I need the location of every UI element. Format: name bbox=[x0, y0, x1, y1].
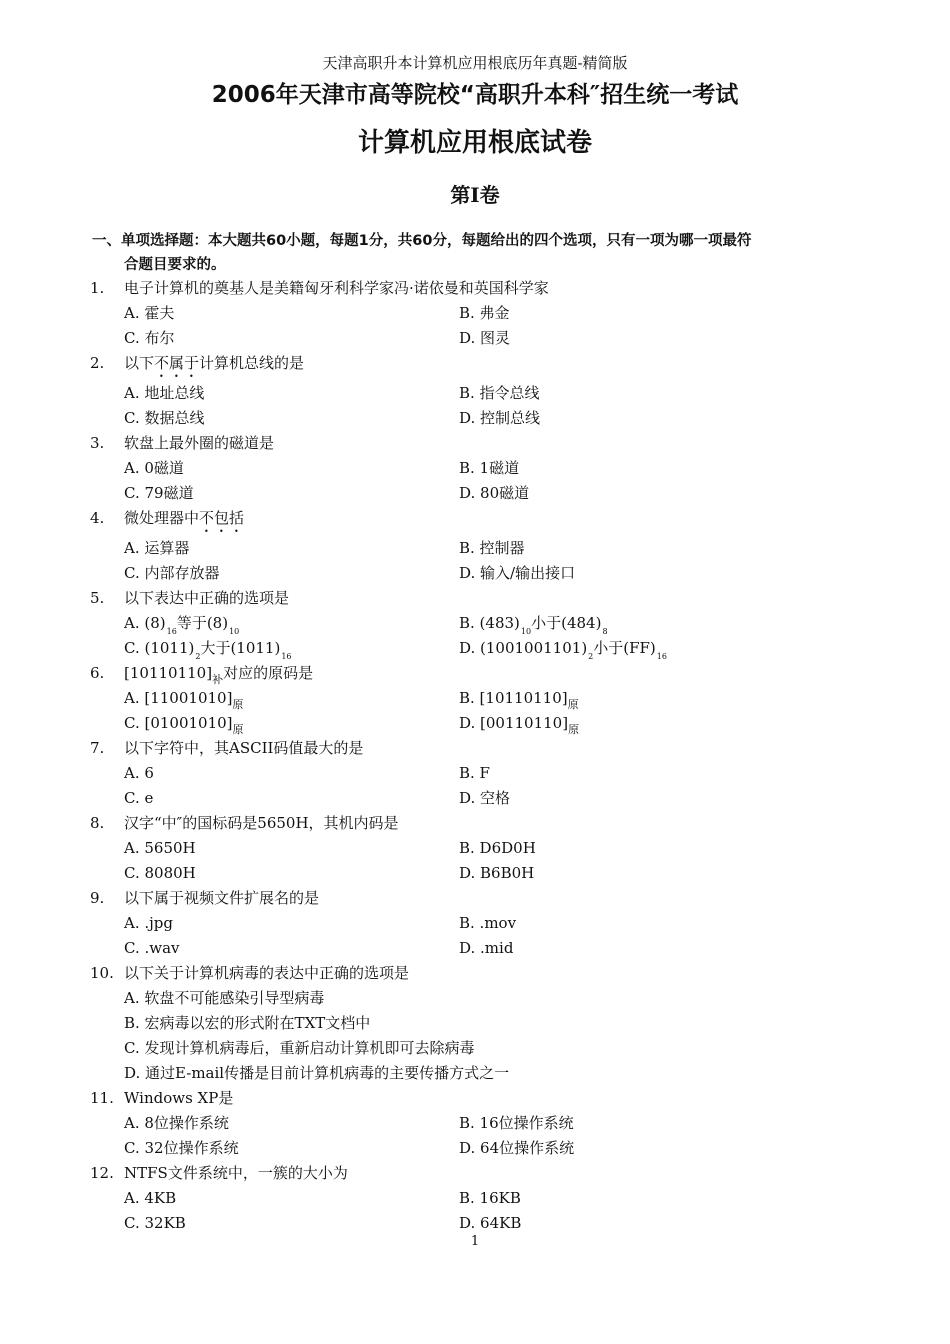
question-text: 以下字符中，其ASCII码值最大的是 bbox=[124, 739, 364, 757]
option-a: A. 5650H bbox=[124, 839, 196, 857]
question-stem bbox=[0, 1086, 950, 1111]
question-text: 以下表达中正确的选项是 bbox=[124, 589, 290, 607]
question-number: 8. bbox=[90, 814, 105, 832]
option-row bbox=[0, 381, 950, 406]
question-number: 11. bbox=[90, 1089, 114, 1107]
option-a: A. 运算器 bbox=[124, 539, 190, 557]
option-b: B. F bbox=[459, 764, 490, 782]
option-row bbox=[0, 686, 950, 711]
option-a: A. 地址总线 bbox=[124, 384, 205, 402]
question-text: 以下属于视频文件扩展名的是 bbox=[124, 889, 320, 907]
option-b: B. 1磁道 bbox=[459, 459, 520, 477]
option-a: A. 6 bbox=[124, 764, 154, 782]
stem-pre: 以下 bbox=[124, 354, 155, 372]
option-row bbox=[0, 911, 950, 936]
stem-emphasis: 不属于 bbox=[154, 354, 200, 372]
question-text: 电子计算机的奠基人是美籍匈牙利科学家冯·诺依曼和英国科学家 bbox=[124, 279, 549, 297]
option-d: D. .mid bbox=[459, 939, 514, 957]
page-header: 天津高职升本计算机应用根底历年真题-精简版 bbox=[322, 54, 628, 72]
option-c: C. $[01001010]_原$ bbox=[124, 714, 244, 736]
question-list bbox=[0, 276, 950, 1236]
stem-post: 计算机总线的是 bbox=[199, 354, 305, 372]
option-b: B. 宏病毒以宏的形式附在TXT文档中 bbox=[124, 1014, 371, 1032]
option-row bbox=[0, 1136, 950, 1161]
option-row bbox=[0, 1036, 950, 1061]
question-stem bbox=[0, 351, 950, 376]
question-number: 1. bbox=[90, 279, 105, 297]
option-d: D. 控制总线 bbox=[459, 409, 541, 427]
option-b: B. 16KB bbox=[459, 1189, 521, 1207]
question-stem bbox=[0, 431, 950, 456]
option-b: B. 指令总线 bbox=[459, 384, 540, 402]
question-text bbox=[124, 506, 244, 536]
question-text: 汉字“中″的国标码是5650H，其机内码是 bbox=[124, 814, 399, 832]
option-c: C. 8080H bbox=[124, 864, 196, 882]
option-row bbox=[0, 711, 950, 736]
instruction-line-2: 合题目要求的。 bbox=[124, 257, 226, 273]
option-a: A. .jpg bbox=[124, 914, 173, 932]
option-row bbox=[0, 786, 950, 811]
question-text bbox=[124, 351, 304, 381]
option-c: C. 数据总线 bbox=[124, 409, 205, 427]
question-number: 3. bbox=[90, 434, 105, 452]
question-text: 以下关于计算机病毒的表达中正确的选项是 bbox=[124, 964, 410, 982]
question-stem bbox=[0, 1161, 950, 1186]
question-stem bbox=[0, 661, 950, 686]
paper-title: 计算机应用根底试卷 bbox=[357, 128, 592, 158]
option-d: D. 输入/输出接口 bbox=[459, 564, 576, 582]
option-row bbox=[0, 861, 950, 886]
option-c: C. 79磁道 bbox=[124, 484, 194, 502]
stem-pre: 微处理器中 bbox=[124, 509, 200, 527]
option-row bbox=[0, 536, 950, 561]
option-d: D. 图灵 bbox=[459, 329, 511, 347]
option-row bbox=[0, 1211, 950, 1236]
option-row bbox=[0, 1061, 950, 1086]
question-number: 7. bbox=[90, 739, 105, 757]
question-stem bbox=[0, 886, 950, 911]
volume-title: 第I卷 bbox=[450, 183, 500, 207]
option-c: C. e bbox=[124, 789, 154, 807]
option-b: B. D6D0H bbox=[459, 839, 536, 857]
option-row bbox=[0, 611, 950, 636]
option-a: A. $[11001010]_原$ bbox=[124, 689, 244, 711]
option-a: A. 软盘不可能感染引导型病毒 bbox=[124, 989, 325, 1007]
option-row bbox=[0, 561, 950, 586]
option-row bbox=[0, 456, 950, 481]
option-b: B. 控制器 bbox=[459, 539, 525, 557]
question-stem bbox=[0, 961, 950, 986]
option-d: D. 64KB bbox=[459, 1214, 522, 1232]
option-d: D. 通过E-mail传播是目前计算机病毒的主要传播方式之一 bbox=[124, 1064, 510, 1082]
option-c: C. $(1011)_2$大于$(1011)_{16}$ bbox=[124, 639, 292, 661]
option-c: C. 发现计算机病毒后，重新启动计算机即可去除病毒 bbox=[124, 1039, 475, 1057]
option-row bbox=[0, 936, 950, 961]
question-stem bbox=[0, 811, 950, 836]
option-row bbox=[0, 1186, 950, 1211]
question-stem bbox=[0, 736, 950, 761]
option-d: D. B6B0H bbox=[459, 864, 535, 882]
question-stem bbox=[0, 586, 950, 611]
option-b: B. $(483)_{10}$小于$(484)_8$ bbox=[459, 614, 608, 636]
option-a: A. $(8)_{16}$等于$(8)_{10}$ bbox=[124, 614, 240, 636]
question-text: NTFS文件系统中，一簇的大小为 bbox=[124, 1164, 348, 1182]
option-d: D. 80磁道 bbox=[459, 484, 530, 502]
option-row bbox=[0, 1111, 950, 1136]
exam-title: 2006年天津市高等院校“高职升本科″招生统一考试 bbox=[211, 82, 739, 108]
option-c: C. 内部存放器 bbox=[124, 564, 220, 582]
option-c: C. 32KB bbox=[124, 1214, 186, 1232]
option-a: A. 0磁道 bbox=[124, 459, 184, 477]
option-a: A. 4KB bbox=[124, 1189, 177, 1207]
question-number: 4. bbox=[90, 509, 105, 527]
question-text: Windows XP是 bbox=[124, 1089, 234, 1107]
option-d: D. 空格 bbox=[459, 789, 511, 807]
question-text: 软盘上最外圈的磁道是 bbox=[124, 434, 275, 452]
option-row bbox=[0, 636, 950, 661]
option-row bbox=[0, 761, 950, 786]
option-row bbox=[0, 326, 950, 351]
question-number: 12. bbox=[90, 1164, 114, 1182]
option-row bbox=[0, 986, 950, 1011]
option-row bbox=[0, 301, 950, 326]
option-row bbox=[0, 1011, 950, 1036]
question-number: 6. bbox=[90, 664, 105, 682]
option-row bbox=[0, 836, 950, 861]
option-b: B. $[10110110]_原$ bbox=[459, 689, 579, 711]
instruction-line-1: 一、单项选择题：本大题共60小题，每题1分，共60分，每题给出的四个选项，只有一项为哪一项最符 bbox=[92, 233, 752, 249]
page-number: 1 bbox=[470, 1234, 480, 1249]
question-stem bbox=[0, 276, 950, 301]
option-b: B. 弗金 bbox=[459, 304, 510, 322]
section-instruction bbox=[92, 229, 872, 277]
option-row bbox=[0, 481, 950, 506]
option-d: D. $[00110110]_原$ bbox=[459, 714, 580, 736]
option-row bbox=[0, 406, 950, 431]
option-c: C. .wav bbox=[124, 939, 180, 957]
option-d: D. $(1001001101)_2$小于$(FF)_{16}$ bbox=[459, 639, 667, 661]
option-c: C. 32位操作系统 bbox=[124, 1139, 239, 1157]
option-b: B. 16位操作系统 bbox=[459, 1114, 574, 1132]
question-number: 5. bbox=[90, 589, 105, 607]
question-number: 2. bbox=[90, 354, 105, 372]
question-stem bbox=[0, 506, 950, 531]
question-text: $[10110110]_补$对应的原码是 bbox=[124, 664, 314, 686]
option-d: D. 64位操作系统 bbox=[459, 1139, 575, 1157]
question-number: 9. bbox=[90, 889, 105, 907]
stem-emphasis: 不包括 bbox=[199, 509, 245, 527]
option-a: A. 8位操作系统 bbox=[124, 1114, 229, 1132]
option-b: B. .mov bbox=[459, 914, 517, 932]
option-c: C. 布尔 bbox=[124, 329, 175, 347]
option-a: A. 霍夫 bbox=[124, 304, 175, 322]
question-number: 10. bbox=[90, 964, 114, 982]
